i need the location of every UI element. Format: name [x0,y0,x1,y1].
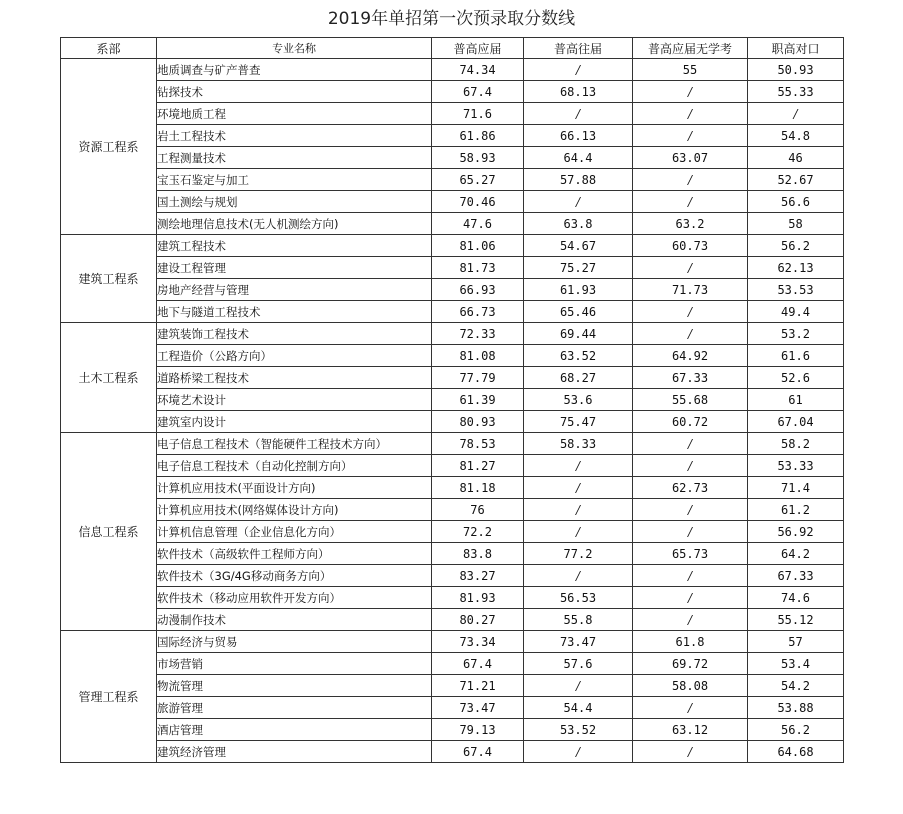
major-name-cell: 建筑经济管理 [157,741,432,763]
score-cell: 63.12 [633,719,748,741]
major-name-cell: 国土测绘与规划 [157,191,432,213]
major-name-cell: 岩土工程技术 [157,125,432,147]
major-name-cell: 钻探技术 [157,81,432,103]
score-cell: 46 [748,147,844,169]
table-row [61,81,844,103]
major-name-cell: 计算机应用技术(网络媒体设计方向) [157,499,432,521]
score-cell: 53.88 [748,697,844,719]
major-name-cell: 软件技术（高级软件工程师方向） [157,543,432,565]
score-cell: 63.52 [524,345,633,367]
table-row [61,191,844,213]
score-cell: 72.2 [432,521,524,543]
score-cell: 65.73 [633,543,748,565]
score-cell: 74.34 [432,59,524,81]
score-cell: 70.46 [432,191,524,213]
table-row [61,631,844,653]
table-row [61,719,844,741]
score-cell: 53.4 [748,653,844,675]
score-cell: 56.6 [748,191,844,213]
score-cell: / [633,565,748,587]
score-cell: 56.53 [524,587,633,609]
score-cell: 53.52 [524,719,633,741]
score-cell: 67.4 [432,81,524,103]
score-cell: / [633,301,748,323]
department-cell: 资源工程系 [61,59,157,235]
score-cell: 56.2 [748,235,844,257]
table-row [61,587,844,609]
table-row [61,521,844,543]
score-cell: 80.27 [432,609,524,631]
score-cell: / [524,521,633,543]
score-cell: 61.6 [748,345,844,367]
table-row [61,323,844,345]
score-cell: 81.27 [432,455,524,477]
major-name-cell: 动漫制作技术 [157,609,432,631]
major-name-cell: 软件技术（3G/4G移动商务方向） [157,565,432,587]
score-cell: / [633,191,748,213]
table-row [61,257,844,279]
score-cell: 53.6 [524,389,633,411]
major-name-cell: 酒店管理 [157,719,432,741]
score-cell: 67.4 [432,741,524,763]
score-cell: 55.33 [748,81,844,103]
page-title: 2019年单招第一次预录取分数线 [327,9,576,29]
score-cell: 73.34 [432,631,524,653]
score-cell: 57.88 [524,169,633,191]
score-cell: / [633,587,748,609]
major-name-cell: 物流管理 [157,675,432,697]
score-cell: 61 [748,389,844,411]
table-row [61,125,844,147]
score-cell: 67.33 [748,565,844,587]
table-row [61,345,844,367]
major-name-cell: 计算机信息管理（企业信息化方向） [157,521,432,543]
score-cell: 71.6 [432,103,524,125]
score-cell: 83.8 [432,543,524,565]
score-cell: 81.06 [432,235,524,257]
score-cell: 50.93 [748,59,844,81]
major-name-cell: 房地产经营与管理 [157,279,432,301]
admission-score-table [60,37,844,763]
score-cell: / [524,741,633,763]
major-name-cell: 建筑装饰工程技术 [157,323,432,345]
score-cell: / [524,455,633,477]
score-cell: 52.67 [748,169,844,191]
table-row [61,367,844,389]
department-cell: 信息工程系 [61,433,157,631]
score-cell: 77.2 [524,543,633,565]
table-row [61,697,844,719]
score-cell: 81.18 [432,477,524,499]
score-cell: 73.47 [432,697,524,719]
score-cell: 57.6 [524,653,633,675]
score-cell: 54.2 [748,675,844,697]
score-cell: 65.27 [432,169,524,191]
major-name-cell: 建筑室内设计 [157,411,432,433]
score-cell: 61.8 [633,631,748,653]
major-name-cell: 国际经济与贸易 [157,631,432,653]
score-cell: 64.4 [524,147,633,169]
major-name-cell: 电子信息工程技术（智能硬件工程技术方向） [157,433,432,455]
score-cell: / [633,323,748,345]
score-cell: / [633,741,748,763]
table-row [61,411,844,433]
score-cell: 58 [748,213,844,235]
score-cell: 58.2 [748,433,844,455]
major-name-cell: 地下与隧道工程技术 [157,301,432,323]
table-row [61,499,844,521]
score-cell: 69.72 [633,653,748,675]
score-cell: 64.92 [633,345,748,367]
score-cell: 78.53 [432,433,524,455]
header-department: 系部 [61,38,157,59]
table-row [61,301,844,323]
table-row [61,543,844,565]
table-row [61,609,844,631]
header-previous-graduate: 普高往届 [524,38,633,59]
score-cell: 67.33 [633,367,748,389]
table-row [61,477,844,499]
score-cell: 52.6 [748,367,844,389]
major-name-cell: 道路桥梁工程技术 [157,367,432,389]
department-cell: 建筑工程系 [61,235,157,323]
table-row [61,147,844,169]
department-cell: 管理工程系 [61,631,157,763]
score-cell: 62.13 [748,257,844,279]
score-cell: / [633,433,748,455]
score-cell: 61.2 [748,499,844,521]
table-row [61,235,844,257]
major-name-cell: 测绘地理信息技术(无人机测绘方向) [157,213,432,235]
major-name-cell: 计算机应用技术(平面设计方向) [157,477,432,499]
score-cell: 67.04 [748,411,844,433]
table-body [61,59,844,763]
score-cell: 81.08 [432,345,524,367]
score-cell: / [633,521,748,543]
department-cell: 土木工程系 [61,323,157,433]
header-fresh-graduate: 普高应届 [432,38,524,59]
score-cell: 81.93 [432,587,524,609]
score-cell: 76 [432,499,524,521]
header-row [61,38,844,59]
table-row [61,565,844,587]
score-cell: 63.07 [633,147,748,169]
major-name-cell: 建设工程管理 [157,257,432,279]
score-cell: / [633,499,748,521]
major-name-cell: 工程造价（公路方向） [157,345,432,367]
header-major: 专业名称 [157,38,432,59]
score-cell: 73.47 [524,631,633,653]
score-cell: / [633,169,748,191]
table-row [61,169,844,191]
major-name-cell: 软件技术（移动应用软件开发方向） [157,587,432,609]
score-cell: / [633,257,748,279]
score-cell: 71.21 [432,675,524,697]
score-cell: / [524,675,633,697]
score-cell: / [633,455,748,477]
score-cell: 64.68 [748,741,844,763]
score-cell: 58.33 [524,433,633,455]
score-cell: / [633,81,748,103]
score-cell: 56.92 [748,521,844,543]
score-cell: 61.93 [524,279,633,301]
header-fresh-no-exam: 普高应届无学考 [633,38,748,59]
major-name-cell: 电子信息工程技术（自动化控制方向） [157,455,432,477]
table-row [61,389,844,411]
major-name-cell: 环境艺术设计 [157,389,432,411]
score-cell: 74.6 [748,587,844,609]
score-cell: 55 [633,59,748,81]
score-cell: 79.13 [432,719,524,741]
score-cell: 61.39 [432,389,524,411]
score-cell: 81.73 [432,257,524,279]
score-cell: 60.72 [633,411,748,433]
score-cell: / [524,477,633,499]
table-row [61,675,844,697]
header-vocational: 职高对口 [748,38,844,59]
score-cell: 58.93 [432,147,524,169]
table-row [61,59,844,81]
score-cell: 69.44 [524,323,633,345]
score-cell: 66.73 [432,301,524,323]
major-name-cell: 工程测量技术 [157,147,432,169]
major-name-cell: 建筑工程技术 [157,235,432,257]
score-cell: 49.4 [748,301,844,323]
score-cell: / [524,103,633,125]
score-cell: 75.27 [524,257,633,279]
table-row [61,279,844,301]
score-cell: 56.2 [748,719,844,741]
score-cell: 64.2 [748,543,844,565]
score-cell: 54.67 [524,235,633,257]
score-cell: 68.27 [524,367,633,389]
major-name-cell: 环境地质工程 [157,103,432,125]
score-cell: 65.46 [524,301,633,323]
table-row [61,103,844,125]
score-cell: 53.53 [748,279,844,301]
score-cell: 54.8 [748,125,844,147]
table-row [61,741,844,763]
table-row [61,653,844,675]
score-cell: 57 [748,631,844,653]
score-cell: 75.47 [524,411,633,433]
table-row [61,213,844,235]
score-cell: / [633,125,748,147]
score-cell: 80.93 [432,411,524,433]
major-name-cell: 旅游管理 [157,697,432,719]
major-name-cell: 市场营销 [157,653,432,675]
score-cell: 61.86 [432,125,524,147]
score-cell: 71.4 [748,477,844,499]
score-cell: 63.2 [633,213,748,235]
score-cell: 54.4 [524,697,633,719]
score-cell: 62.73 [633,477,748,499]
score-cell: / [633,697,748,719]
table-row [61,455,844,477]
score-cell: 55.8 [524,609,633,631]
major-name-cell: 地质调查与矿产普查 [157,59,432,81]
score-cell: / [524,565,633,587]
score-cell: 55.68 [633,389,748,411]
score-cell: 63.8 [524,213,633,235]
score-cell: 53.2 [748,323,844,345]
score-cell: / [524,499,633,521]
score-cell: 83.27 [432,565,524,587]
score-cell: 66.13 [524,125,633,147]
score-cell: 53.33 [748,455,844,477]
score-cell: / [524,59,633,81]
score-cell: 66.93 [432,279,524,301]
score-cell: 55.12 [748,609,844,631]
score-cell: / [633,609,748,631]
score-cell: / [633,103,748,125]
score-cell: 58.08 [633,675,748,697]
score-cell: 60.73 [633,235,748,257]
score-cell: / [524,191,633,213]
table-row [61,433,844,455]
score-cell: 71.73 [633,279,748,301]
score-cell: 47.6 [432,213,524,235]
score-cell: 67.4 [432,653,524,675]
score-cell: 72.33 [432,323,524,345]
score-cell: / [748,103,844,125]
major-name-cell: 宝玉石鉴定与加工 [157,169,432,191]
score-cell: 77.79 [432,367,524,389]
score-cell: 68.13 [524,81,633,103]
